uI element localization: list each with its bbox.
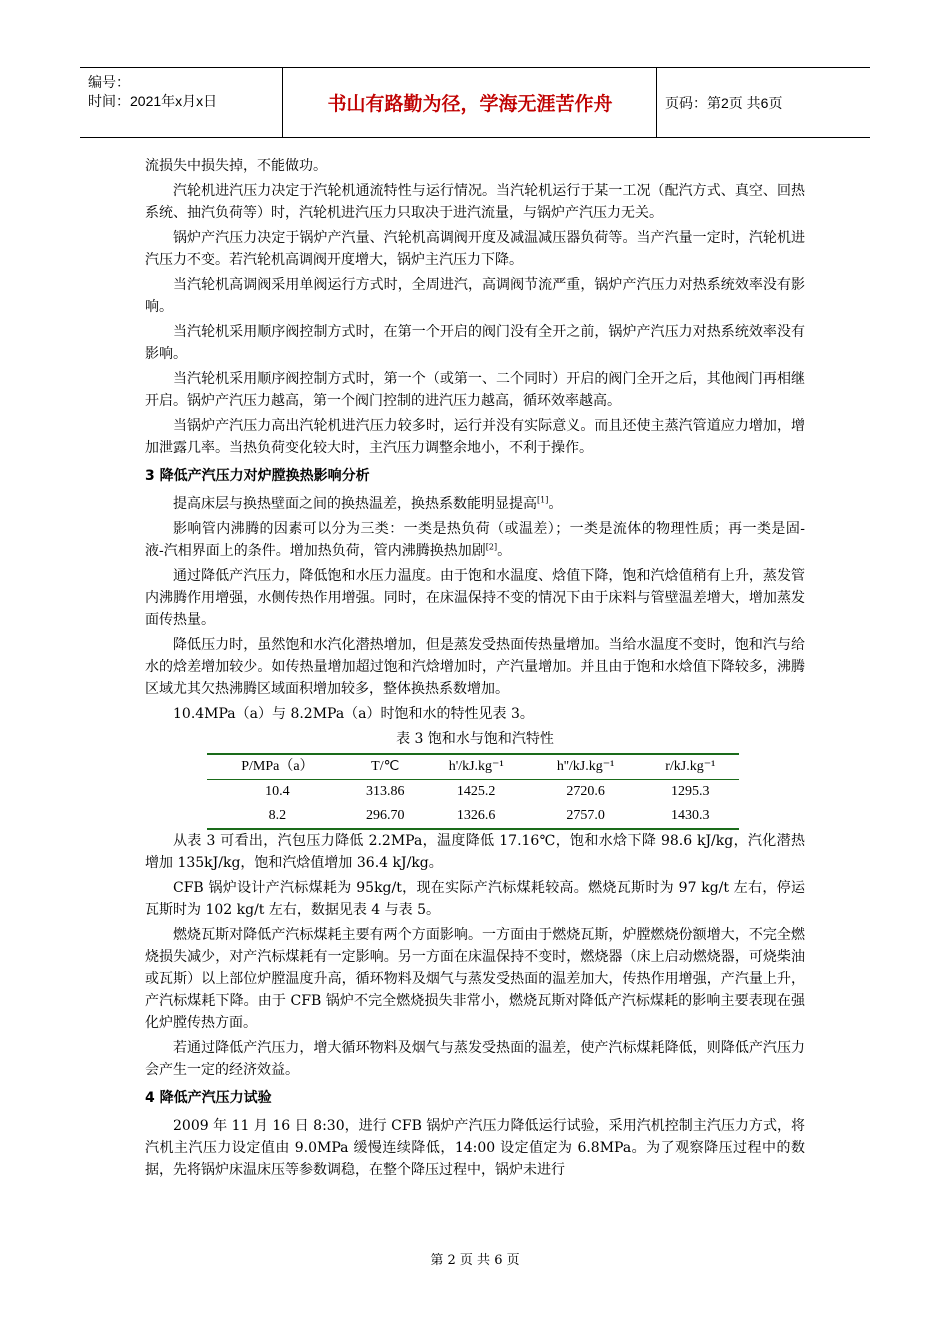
- paragraph: 2009 年 11 月 16 日 8:30，进行 CFB 锅炉产汽压力降低运行试验，采用汽机控制主汽压力方式，将汽机主汽压力设定值由 9.0MPa 缓慢连续降低，14:00 设定值定为 6.8MPa。为了观察降压过程中的数据，先将锅炉床温床压等参数调稳，在整个降压过程中，锅炉未进行: [145, 1118, 805, 1178]
- document-number-label: 编号：: [88, 74, 130, 90]
- table-cell: 313.86: [348, 780, 423, 805]
- paragraph: 10.4MPa（a）与 8.2MPa（a）时饱和水的特性见表 3。: [173, 706, 534, 722]
- paragraph: 若通过降低产汽压力，增大循环物料及烟气与蒸发受热面的温差，使产汽标煤耗降低，则降低产汽压力会产生一定的经济效益。: [145, 1040, 805, 1078]
- table-row: [207, 804, 739, 829]
- section-heading: 4 降低产汽压力试验: [145, 1090, 272, 1106]
- paragraph: 降低压力时，虽然饱和水汽化潜热增加，但是蒸发受热面传热量增加。当给水温度不变时，饱和汽与给水的焓差增加较少。如传热量增加超过饱和汽焓增加时，产汽量增加。并且由于饱和水焓值下降较多，沸腾区域尤其欠热沸腾区域面积增加较多，整体换热系数增加。: [145, 637, 805, 697]
- paragraph: [145, 493, 805, 515]
- table-cell: 1326.6: [423, 804, 530, 829]
- paragraph-text: 提高床层与换热壁面之间的换热温差，换热系数能明显提高: [173, 496, 537, 512]
- table-row: [207, 780, 739, 805]
- citation: [2]: [485, 542, 498, 552]
- section-heading: 3 降低产汽压力对炉膛换热影响分析: [145, 468, 370, 484]
- paragraph: 通过降低产汽压力，降低饱和水压力温度。由于饱和水温度、焓值下降，饱和汽焓值稍有上升，蒸发管内沸腾作用增强，水侧传热作用增强。同时，在床温保持不变的情况下由于床料与管壁温差增大，增加蒸发面传热量。: [145, 568, 805, 628]
- table-cell: 1295.3: [642, 780, 740, 805]
- paragraph: 当锅炉产汽压力高出汽轮机进汽压力较多时，运行并没有实际意义。而且还使主蒸汽管道应力增加，增加泄露几率。当热负荷变化较大时，主汽压力调整余地小，不利于操作。: [145, 418, 805, 456]
- paragraph-end: 。: [497, 543, 512, 559]
- paragraph: 燃烧瓦斯对降低产汽标煤耗主要有两个方面影响。一方面由于燃烧瓦斯，炉膛燃烧份额增大，不完全燃烧损失减少，对产汽标煤耗有一定影响。另一方面在床温保持不变时，燃烧器（床上启动燃烧器，可烧柴油或瓦斯）以上部位炉膛温度升高，循环物料及烟气与蒸发受热面的温差加大，传热作用增强，产汽量上升，产汽标煤耗下降。由于 CFB 锅炉不完全燃烧损失非常小，燃烧瓦斯对降低产汽标煤耗的影响主要表现在强化炉膛传热方面。: [145, 927, 805, 1031]
- table-cell: 8.2: [207, 804, 348, 829]
- table-cell: 296.70: [348, 804, 423, 829]
- table-cell: 2720.6: [530, 780, 642, 805]
- paragraph: CFB 锅炉设计产汽标煤耗为 95kg/t，现在实际产汽标煤耗较高。燃烧瓦斯时为 97 kg/t 左右，停运瓦斯时为 102 kg/t 左右，数据见表 4 与表 5。: [145, 880, 805, 918]
- paragraph: 当汽轮机采用顺序阀控制方式时，在第一个开启的阀门没有全开之前，锅炉产汽压力对热系统效率没有影响。: [145, 324, 805, 362]
- table-cell: 2757.0: [530, 804, 642, 829]
- paragraph: 汽轮机进汽压力决定于汽轮机通流特性与运行情况。当汽轮机运行于某一工况（配汽方式、真空、回热系统、抽汽负荷等）时，汽轮机进汽压力只取决于进汽流量，与锅炉产汽压力无关。: [145, 183, 805, 221]
- header-page-info: 页码：第2页 共6页: [665, 94, 783, 111]
- column-header: h''/kJ.kg⁻¹: [530, 754, 642, 780]
- table-caption: 表 3 饱和水与饱和汽特性: [396, 731, 554, 747]
- header-motto: 书山有路勤为径，学海无涯苦作舟: [284, 68, 657, 137]
- paragraph: 流损失中损失掉，不能做功。: [145, 158, 327, 174]
- column-header: r/kJ.kg⁻¹: [642, 754, 740, 780]
- paragraph: 当汽轮机采用顺序阀控制方式时，第一个（或第一、二个同时）开启的阀门全开之后，其他阀门再相继开启。锅炉产汽压力越高，第一个阀门控制的进汽压力越高，循环效率越高。: [145, 371, 805, 409]
- paragraph: 当汽轮机高调阀采用单阀运行方式时，全周进汽，高调阀节流严重，锅炉产汽压力对热系统效率没有影响。: [145, 277, 805, 315]
- paragraph-end: 。: [548, 496, 563, 512]
- column-header: h'/kJ.kg⁻¹: [423, 754, 530, 780]
- paragraph: 锅炉产汽压力决定于锅炉产汽量、汽轮机高调阀开度及减温减压器负荷等。当产汽量一定时，汽轮机进汽压力不变。若汽轮机高调阀开度增大，锅炉主汽压力下降。: [145, 230, 805, 268]
- paragraph-text: 影响管内沸腾的因素可以分为三类：一类是热负荷（或温差）；一类是流体的物理性质；再一类是固-液-汽相界面上的条件。增加热负荷，管内沸腾换热加剧: [145, 521, 805, 559]
- table-cell: 1425.2: [423, 780, 530, 805]
- document-body: [145, 155, 805, 1184]
- page-header: [80, 67, 870, 138]
- column-header: P/MPa（a）: [207, 754, 348, 780]
- document-date-label: 时间：2021年x月x日: [88, 93, 218, 109]
- table-cell: 10.4: [207, 780, 348, 805]
- data-table: [207, 753, 739, 830]
- page-footer: 第 2 页 共 6 页: [430, 1253, 520, 1268]
- table-cell: 1430.3: [642, 804, 740, 829]
- paragraph: 从表 3 可看出，汽包压力降低 2.2MPa，温度降低 17.16℃，饱和水焓下降 98.6 kJ/kg，汽化潜热增加 135kJ/kg，饱和汽焓值增加 36.4 kJ/kg。: [145, 833, 805, 871]
- citation: [1]: [537, 495, 549, 505]
- table-header-row: [207, 754, 739, 780]
- column-header: T/℃: [348, 754, 423, 780]
- paragraph: [145, 518, 805, 562]
- header-meta: [80, 68, 283, 137]
